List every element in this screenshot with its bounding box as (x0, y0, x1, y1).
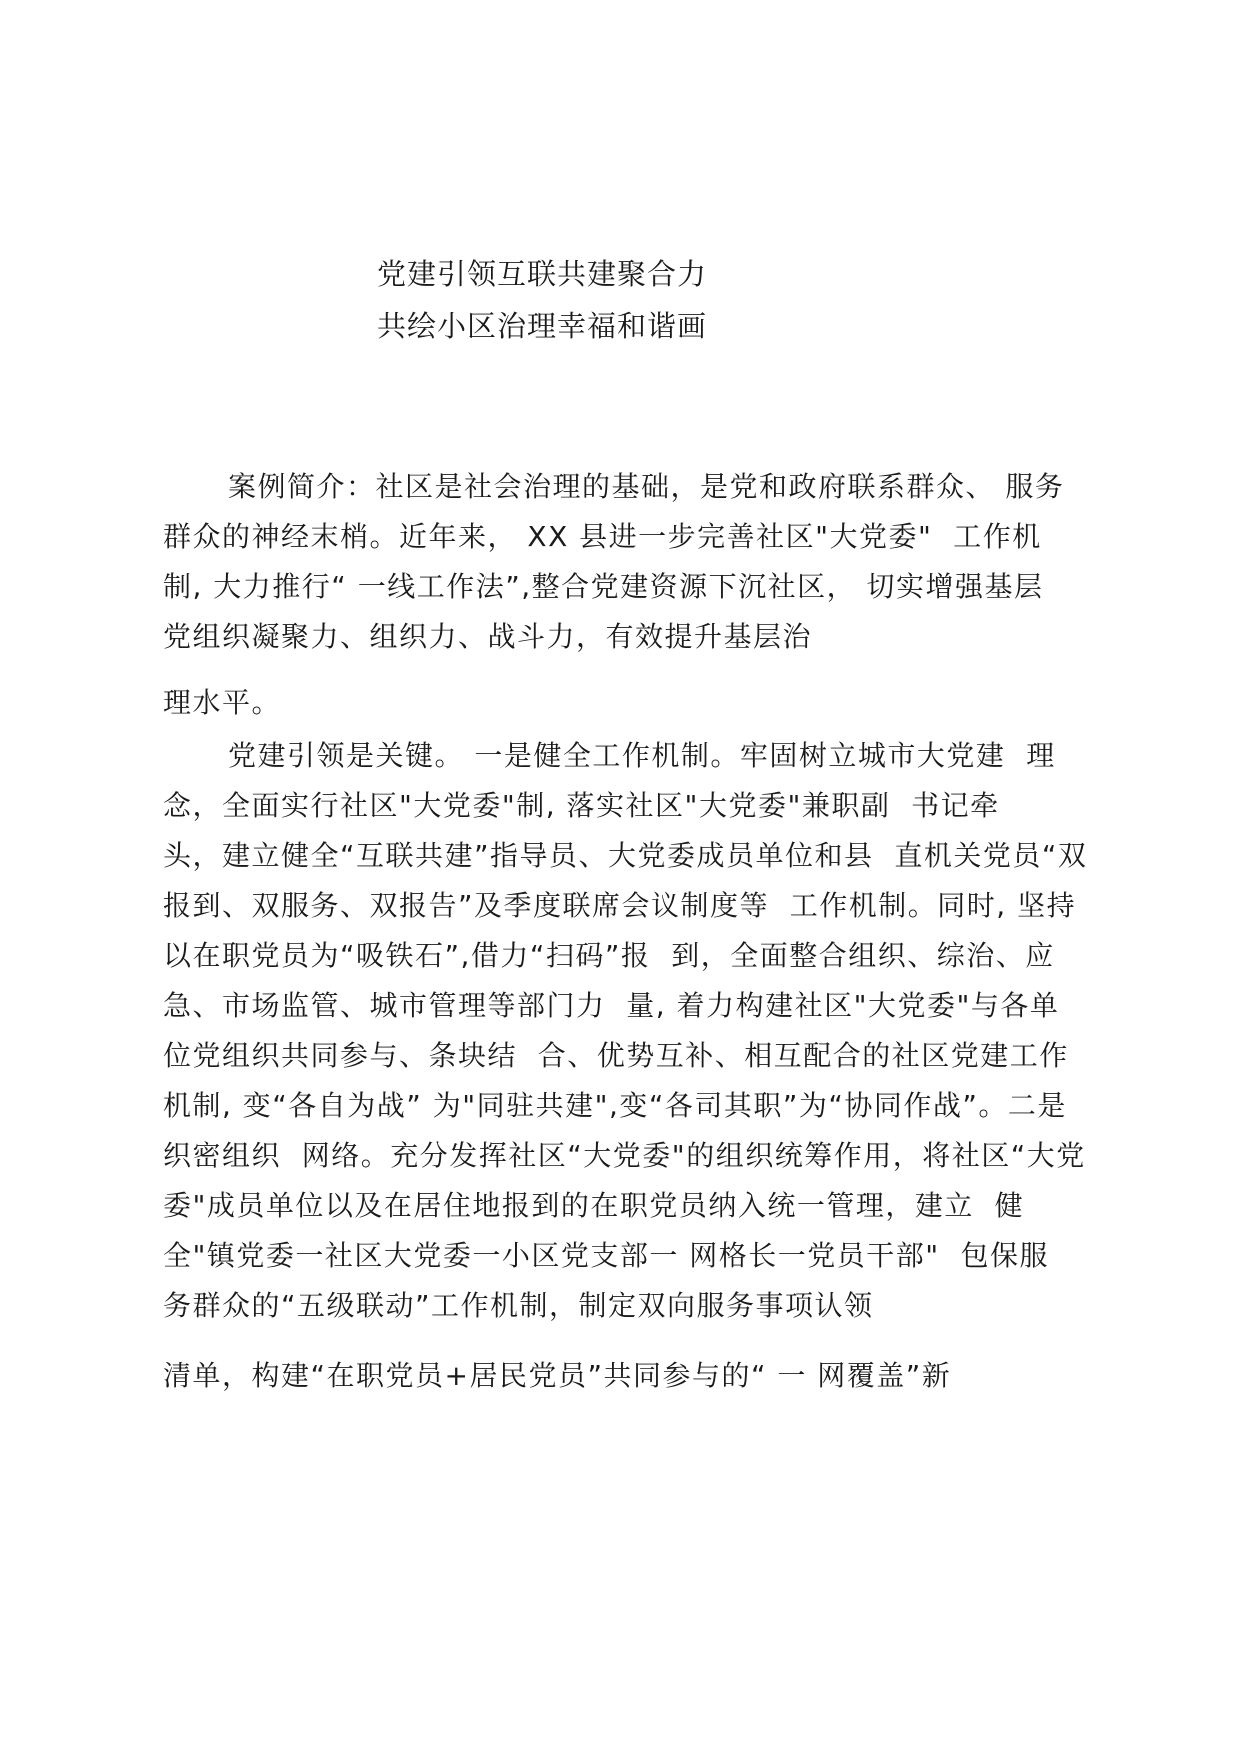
body-line: 织密组织 网络。充分发挥社区“大党委"的组织统筹作用，将社区“大党 (163, 1139, 1086, 1172)
body-line: 理水平。 (163, 686, 282, 719)
body-line: 制, 大力推行“ 一线工作法”,整合党建资源下沉社区， 切实增强基层 (163, 570, 1044, 603)
body-line: 头，建立健全“互联共建”指导员、大党委成员单位和县 直机关党员“双 (163, 839, 1088, 872)
title-line-2: 共绘小区治理幸福和谐画 (377, 309, 708, 343)
body-line: 党组织凝聚力、组织力、战斗力，有效提升基层治 (163, 620, 813, 653)
body-line: 位党组织共同参与、条块结 合、优势互补、相互配合的社区党建工作 (163, 1039, 1069, 1072)
body-line: 案例简介：社区是社会治理的基础，是党和政府联系群众、 服务 (228, 470, 1065, 503)
body-line: 清单，构建“在职党员+居民党员”共同参与的“ 一 网覆盖”新 (163, 1359, 952, 1392)
title-line-1: 党建引领互联共建聚合力 (377, 257, 708, 291)
body-line: 急、市场监管、城市管理等部门力 量, 着力构建社区"大党委"与各单 (163, 989, 1060, 1022)
body-line: 全"镇党委一社区大党委一小区党支部一 网格长一党员干部" 包保服 (163, 1239, 1049, 1272)
body-line: 委"成员单位以及在居住地报到的在职党员纳入统一管理，建立 健 (163, 1189, 1025, 1222)
body-line: 念，全面实行社区"大党委"制, 落实社区"大党委"兼职副 书记牵 (163, 789, 1000, 822)
body-line: 务群众的“五级联动”工作机制，制定双向服务事项认领 (163, 1289, 874, 1322)
body-line: 群众的神经末梢。近年来， XX 县进一步完善社区"大党委" 工作机 (163, 520, 1042, 553)
body-line: 机制, 变“各自为战” 为"同驻共建",变“各司其职”为“协同作战”。二是 (163, 1089, 1067, 1122)
body-line: 以在职党员为“吸铁石”,借力“扫码”报 到，全面整合组织、综治、应 (163, 939, 1055, 972)
body-line: 党建引领是关键。 一是健全工作机制。牢固树立城市大党建 理 (228, 739, 1056, 772)
body-line: 报到、双服务、双报告”及季度联席会议制度等 工作机制。同时, 坚持 (163, 889, 1077, 922)
